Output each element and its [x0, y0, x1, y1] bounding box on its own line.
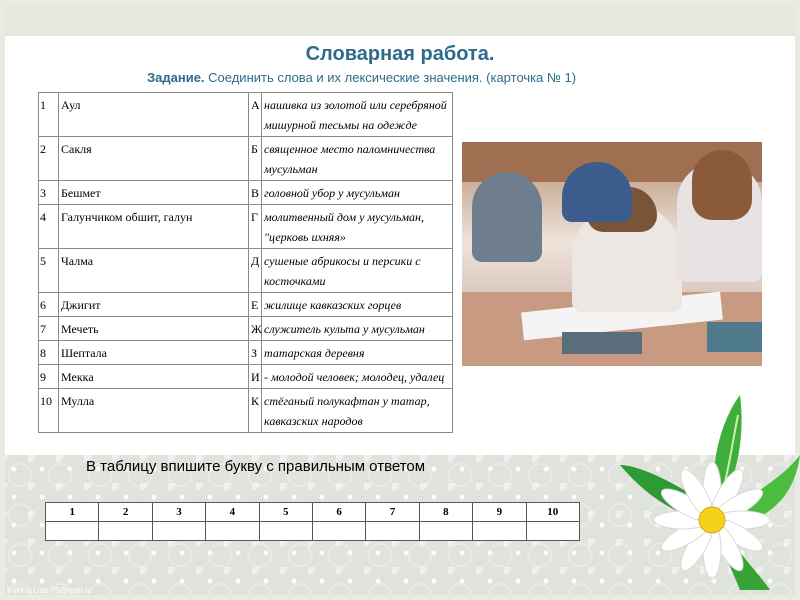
answer-table: [45, 502, 580, 541]
answer-number: 1: [46, 503, 99, 522]
word-cell: Чалма: [59, 249, 249, 293]
table-row: [39, 93, 453, 137]
table-row: [39, 341, 453, 365]
task-text: Соединить слова и их лексические значения. (карточка № 1): [204, 70, 577, 85]
row-number: 1: [39, 93, 59, 137]
meaning-cell: жилище кавказских горцев: [262, 293, 453, 317]
meaning-cell: - молодой человек; молодец, удалец: [262, 365, 453, 389]
classroom-photo: [462, 142, 762, 366]
meaning-cell: молитвенный дом у мусульман, "церковь ихняя»: [262, 205, 453, 249]
row-number: 7: [39, 317, 59, 341]
answer-number: 2: [99, 503, 152, 522]
word-cell: Галунчиком обшит, галун: [59, 205, 249, 249]
answer-cell[interactable]: [526, 522, 579, 541]
word-cell: Аул: [59, 93, 249, 137]
meaning-cell: сушеные абрикосы и персики с косточками: [262, 249, 453, 293]
letter-cell: А: [249, 93, 262, 137]
letter-cell: З: [249, 341, 262, 365]
row-number: 8: [39, 341, 59, 365]
answer-number: 6: [312, 503, 365, 522]
answer-input-row: [46, 522, 580, 541]
meaning-cell: нашивка из золотой или серебряной мишурной тесьмы на одежде: [262, 93, 453, 137]
table-row: [39, 317, 453, 341]
answer-number: 5: [259, 503, 312, 522]
letter-cell: К: [249, 389, 262, 433]
word-cell: Сакля: [59, 137, 249, 181]
daisy-flower-icon: [620, 395, 800, 590]
meaning-cell: стёганый полукафтан у татар, кавказских народов: [262, 389, 453, 433]
meaning-cell: головной убор у мусульман: [262, 181, 453, 205]
answer-cell[interactable]: [206, 522, 259, 541]
word-cell: Мулла: [59, 389, 249, 433]
answer-cell[interactable]: [366, 522, 419, 541]
letter-cell: Ж: [249, 317, 262, 341]
table-row: [39, 181, 453, 205]
answer-number: 9: [473, 503, 526, 522]
photo-student-left: [472, 172, 542, 262]
answer-cell[interactable]: [152, 522, 205, 541]
word-cell: Мечеть: [59, 317, 249, 341]
letter-cell: В: [249, 181, 262, 205]
answer-cell[interactable]: [473, 522, 526, 541]
row-number: 2: [39, 137, 59, 181]
letter-cell: И: [249, 365, 262, 389]
row-number: 4: [39, 205, 59, 249]
footer-credit: Fokina Lida 75@mail.ru: [7, 586, 92, 595]
table-row: [39, 137, 453, 181]
row-number: 3: [39, 181, 59, 205]
word-cell: Бешмет: [59, 181, 249, 205]
answer-number: 10: [526, 503, 579, 522]
word-cell: Мекка: [59, 365, 249, 389]
row-number: 10: [39, 389, 59, 433]
letter-cell: Б: [249, 137, 262, 181]
photo-book-2: [707, 322, 762, 352]
answer-number: 7: [366, 503, 419, 522]
task-subtitle: [147, 70, 576, 85]
row-number: 9: [39, 365, 59, 389]
letter-cell: Е: [249, 293, 262, 317]
meaning-cell: татарская деревня: [262, 341, 453, 365]
table-row: [39, 389, 453, 433]
task-label: Задание.: [147, 70, 205, 85]
table-row: [39, 249, 453, 293]
page-title: Словарная работа.: [305, 43, 495, 65]
top-band: [0, 0, 800, 36]
row-number: 5: [39, 249, 59, 293]
answer-cell[interactable]: [312, 522, 365, 541]
answer-number: 3: [152, 503, 205, 522]
table-row: [39, 365, 453, 389]
row-number: 6: [39, 293, 59, 317]
letter-cell: Г: [249, 205, 262, 249]
table-row: [39, 293, 453, 317]
word-cell: Шептала: [59, 341, 249, 365]
photo-book-1: [562, 332, 642, 354]
word-cell: Джигит: [59, 293, 249, 317]
words-table: [38, 92, 453, 433]
answer-number: 4: [206, 503, 259, 522]
answer-cell[interactable]: [99, 522, 152, 541]
instruction-text: В таблицу впишите букву с правильным ответом: [86, 458, 426, 475]
photo-student-right-hair: [692, 150, 752, 220]
answer-header-row: [46, 503, 580, 522]
meaning-cell: священное место паломничества мусульман: [262, 137, 453, 181]
answer-cell[interactable]: [259, 522, 312, 541]
letter-cell: Д: [249, 249, 262, 293]
answer-cell[interactable]: [419, 522, 472, 541]
meaning-cell: служитель культа у мусульман: [262, 317, 453, 341]
answer-number: 8: [419, 503, 472, 522]
answer-cell[interactable]: [46, 522, 99, 541]
table-row: [39, 205, 453, 249]
